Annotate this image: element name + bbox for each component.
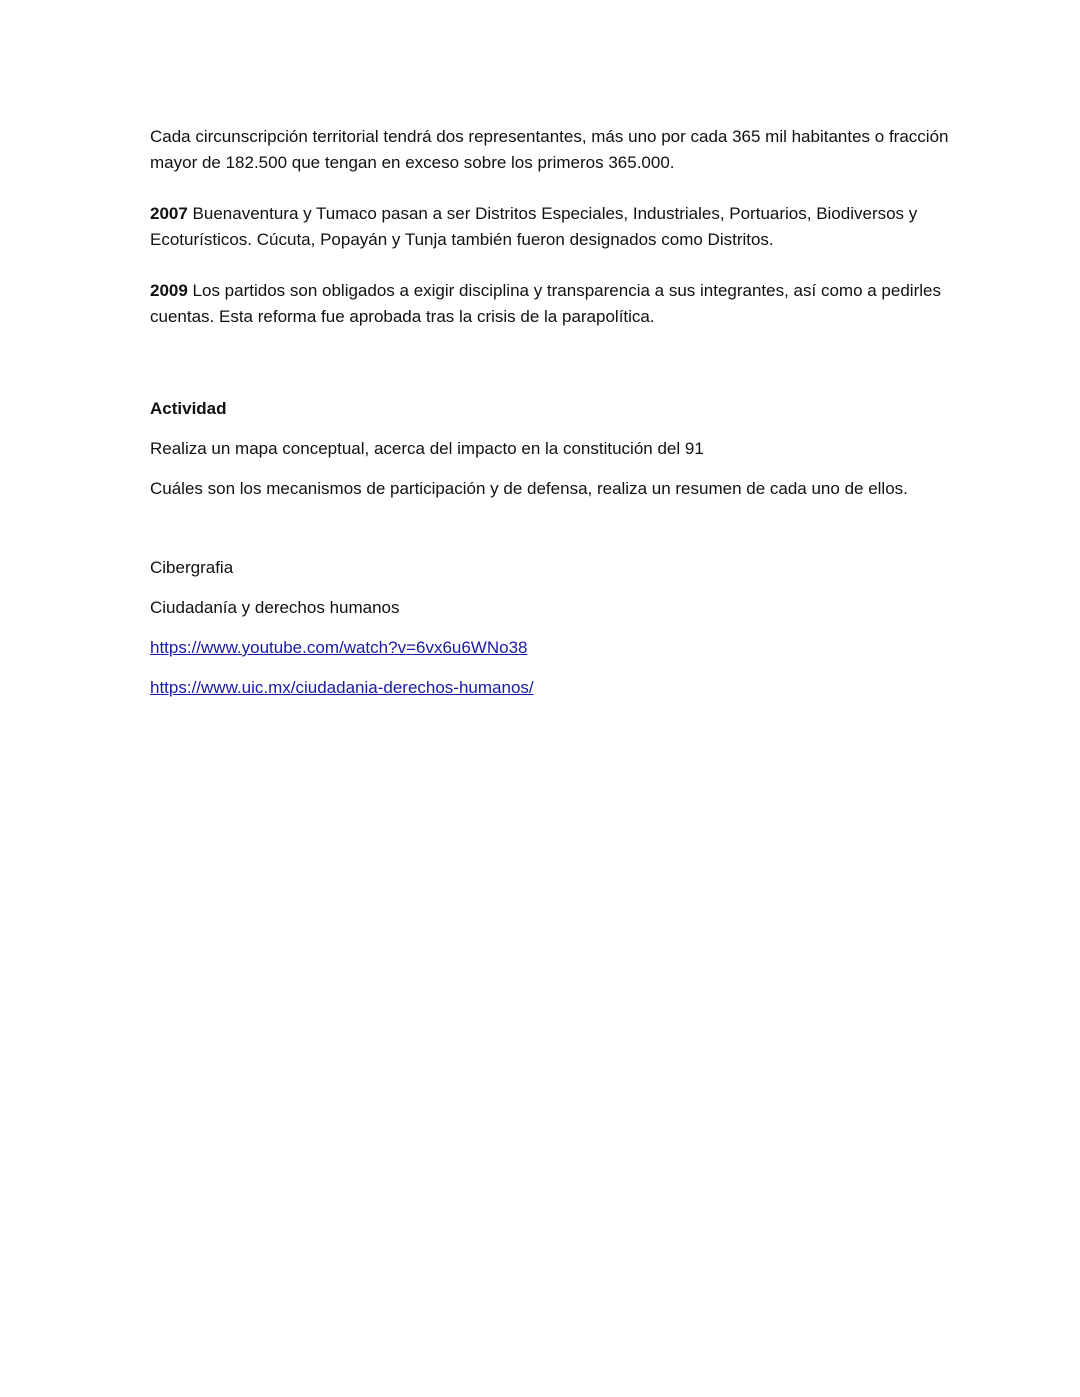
year-2009-label: 2009 bbox=[150, 281, 188, 300]
year-2007-label: 2007 bbox=[150, 204, 188, 223]
paragraph-2007 bbox=[150, 201, 950, 253]
document-page bbox=[150, 124, 950, 715]
activity-item-mechanisms: Cuáles son los mecanismos de participación y de defensa, realiza un resumen de cada uno de ellos. bbox=[150, 479, 908, 498]
paragraph-2007-text: Buenaventura y Tumaco pasan a ser Distritos Especiales, Industriales, Portuarios, Biodiversos y Ecoturísticos. Cúcuta, Popayán y Tunja también fueron designados como Distritos. bbox=[150, 204, 918, 249]
youtube-link[interactable]: https://www.youtube.com/watch?v=6vx6u6WNo38 bbox=[150, 638, 528, 657]
cybergraphy-topic: Ciudadanía y derechos humanos bbox=[150, 598, 400, 617]
activity-heading: Actividad bbox=[150, 399, 227, 418]
paragraph-2009-text: Los partidos son obligados a exigir disciplina y transparencia a sus integrantes, así como a pedirles cuentas. Esta reforma fue aprobada tras la crisis de la parapolítica. bbox=[150, 281, 941, 326]
paragraph-circunscripcion: Cada circunscripción territorial tendrá dos representantes, más uno por cada 365 mil habitantes o fracción mayor de 182.500 que tengan en exceso sobre los primeros 365.000. bbox=[150, 127, 949, 172]
cybergraphy-heading: Cibergrafia bbox=[150, 558, 234, 577]
activity-item-concept-map: Realiza un mapa conceptual, acerca del impacto en la constitución del 91 bbox=[150, 439, 704, 458]
uic-link[interactable]: https://www.uic.mx/ciudadania-derechos-humanos/ bbox=[150, 678, 534, 697]
paragraph-2009 bbox=[150, 278, 950, 330]
